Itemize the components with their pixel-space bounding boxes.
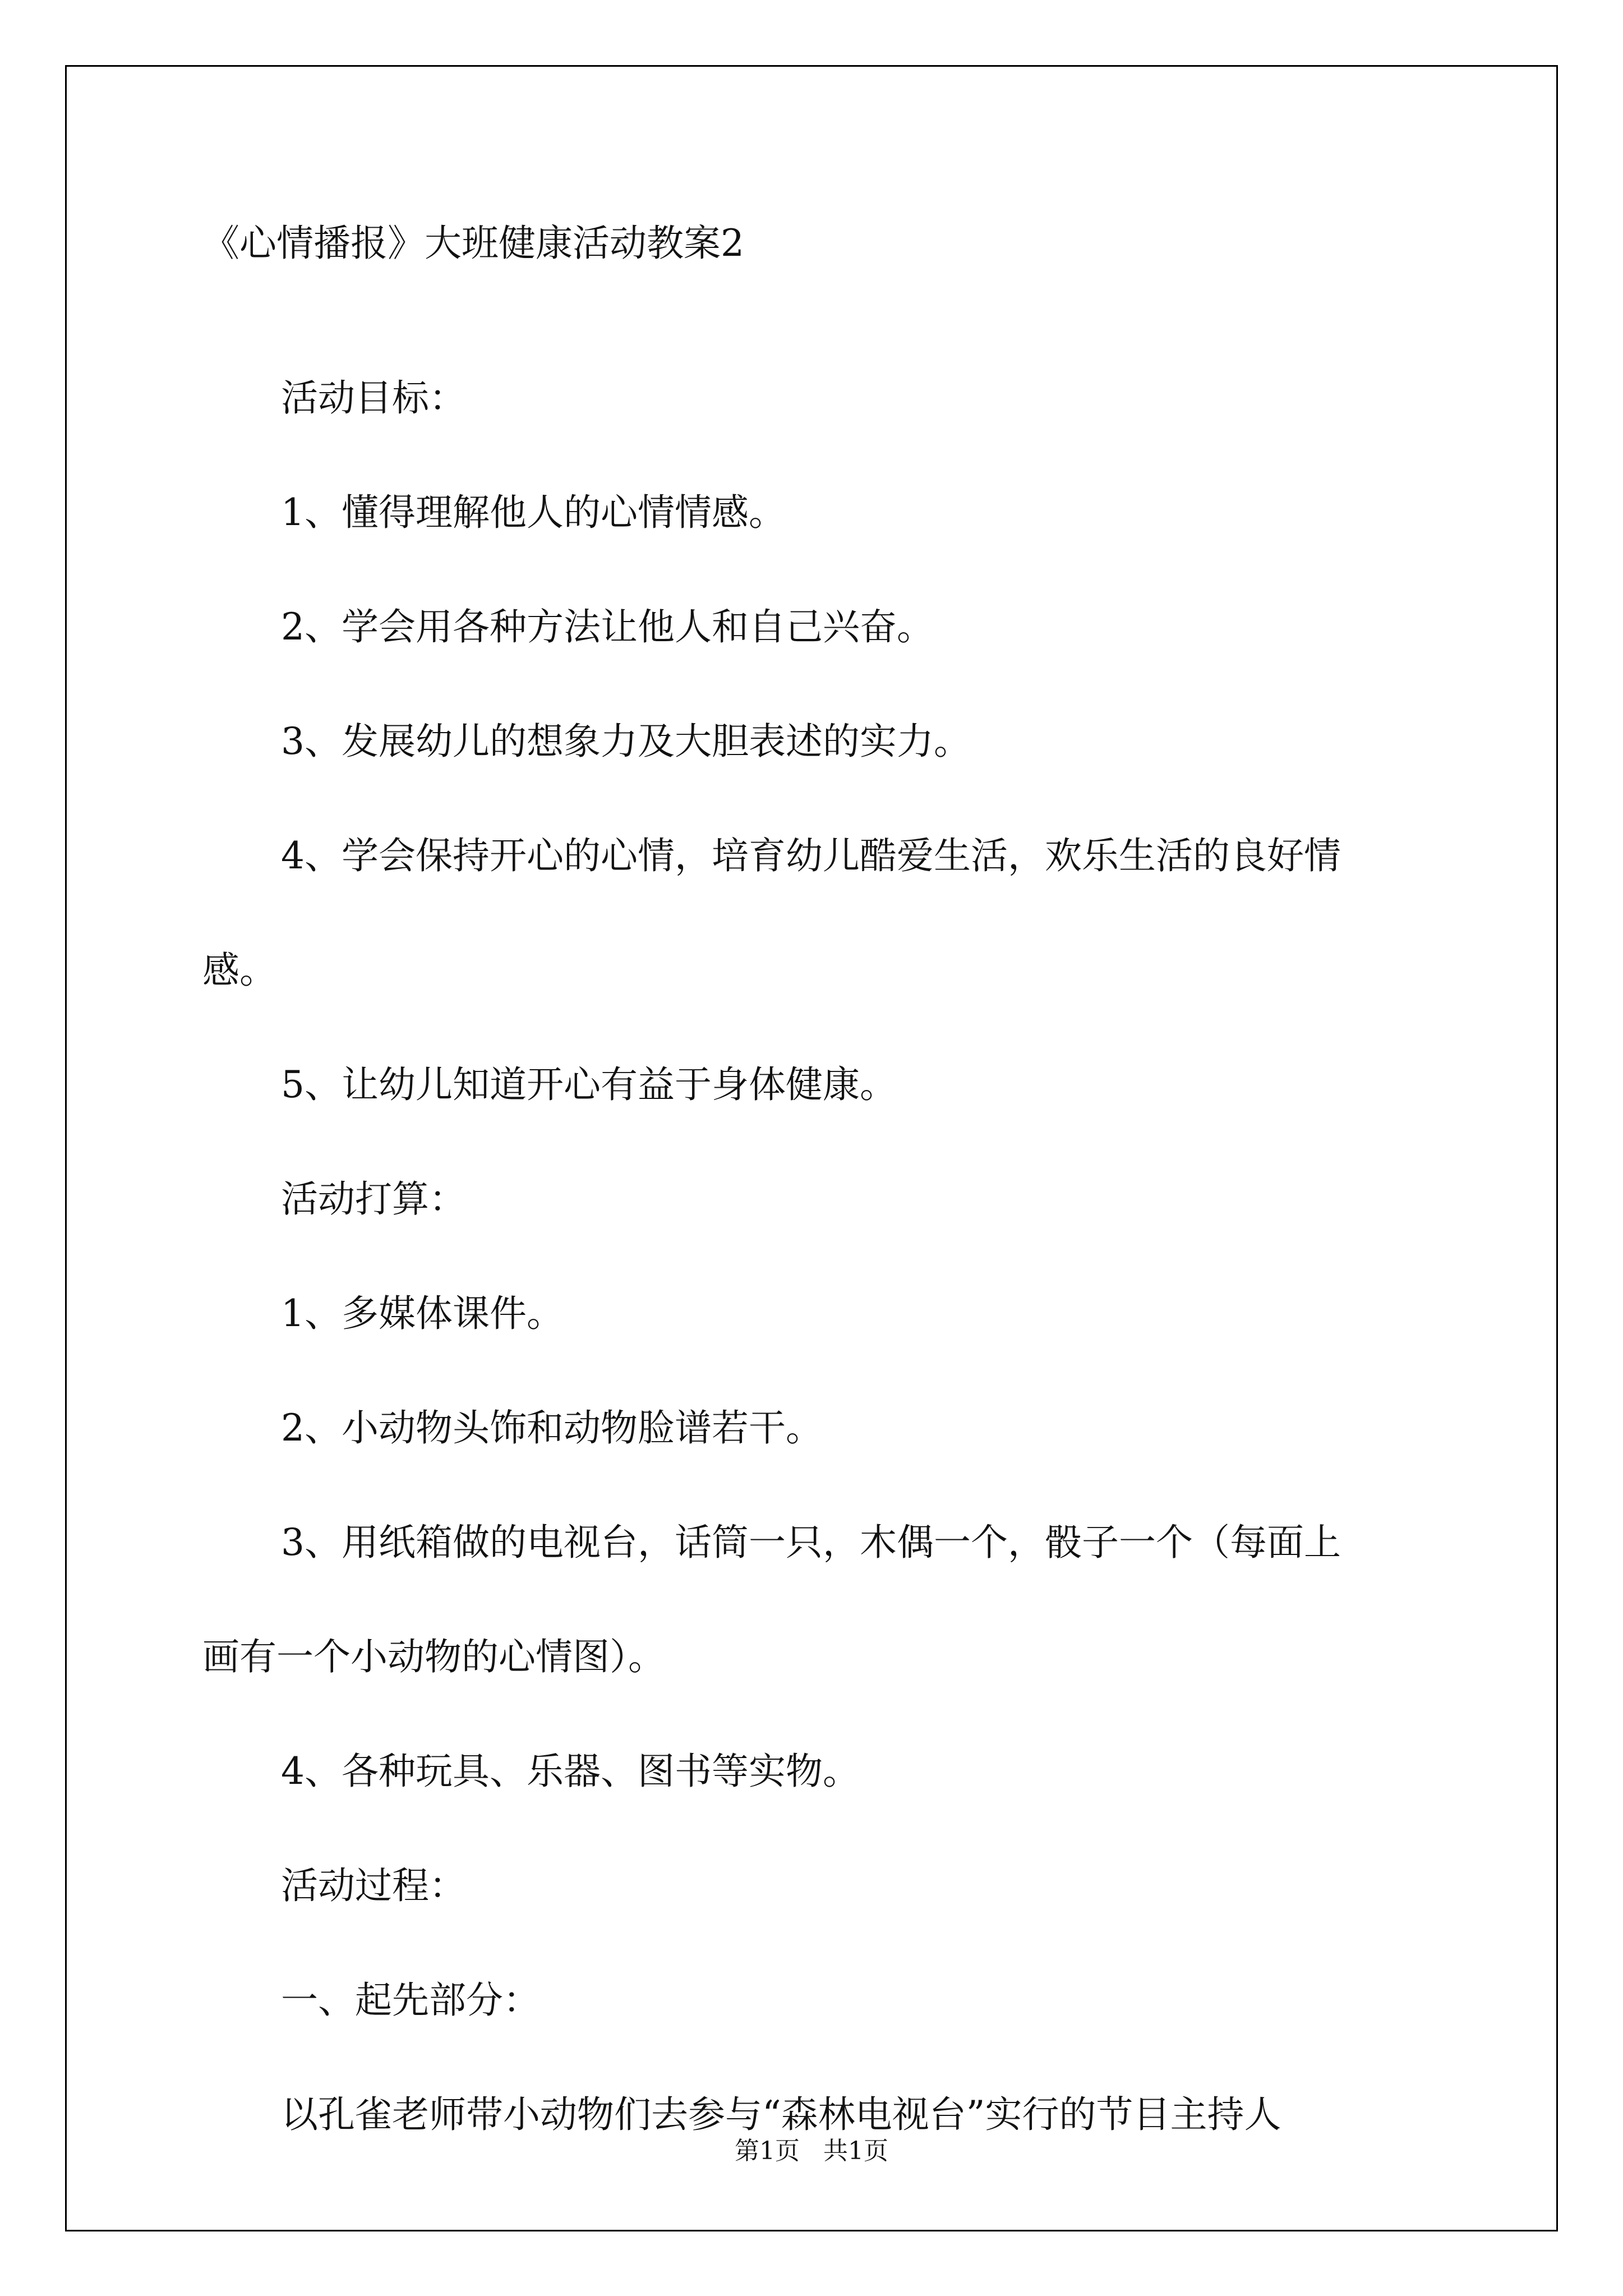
page-total: 共1页: [823, 2137, 888, 2165]
preparation-item-2: 2、小动物头饰和动物脸谱若干。: [281, 1406, 823, 1450]
goal-item-3: 3、发展幼儿的想象力及大胆表述的实力。: [281, 720, 971, 763]
heading-activity-process: 活动过程：: [281, 1864, 466, 1907]
goal-item-2: 2、学会用各种方法让他人和自己兴奋。: [281, 605, 934, 648]
goal-item-1: 1、懂得理解他人的心情情感。: [281, 491, 786, 534]
preparation-item-3-continued: 画有一个小动物的心情图）。: [202, 1635, 665, 1678]
goal-item-4: 4、学会保持开心的心情，培育幼儿酷爱生活，欢乐生活的良好情: [281, 834, 1341, 877]
goal-item-5: 5、让幼儿知道开心有益于身体健康。: [281, 1063, 897, 1106]
heading-activity-goals: 活动目标：: [281, 376, 466, 420]
heading-activity-preparation: 活动打算：: [281, 1177, 466, 1221]
page-footer: [0, 2131, 1623, 2166]
preparation-item-3: 3、用纸箱做的电视台，话筒一只，木偶一个，骰子一个（每面上: [281, 1521, 1341, 1564]
preparation-item-4: 4、各种玩具、乐器、图书等实物。: [281, 1750, 860, 1793]
preparation-item-1: 1、多媒体课件。: [281, 1292, 564, 1335]
process-section-1: 一、起先部分：: [281, 1978, 540, 2022]
page-number: 第1页: [735, 2137, 800, 2165]
process-paragraph-1: 以孔雀老师带小动物们去参与“森林电视台”实行的节目主持人: [281, 2093, 1281, 2136]
goal-item-4-continued: 感。: [202, 949, 276, 992]
document-title: 《心情播报》大班健康活动教案2: [202, 222, 744, 265]
